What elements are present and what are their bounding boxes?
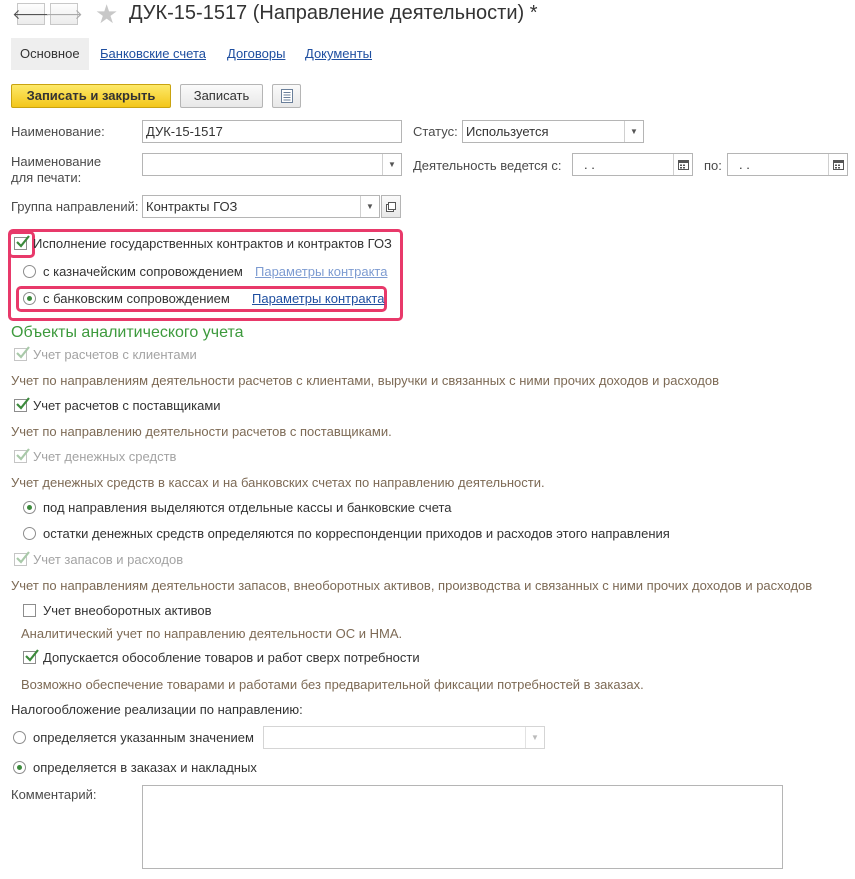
group-value: Контракты ГОЗ [146, 199, 238, 214]
tab-bank-accounts[interactable]: Банковские счета [100, 46, 207, 61]
date-from-value: . . [584, 157, 595, 172]
goz-checkbox-label: Исполнение государственных контрактов и контрактов ГОЗ [33, 236, 392, 251]
bank-label: с банковским сопровождением [43, 291, 230, 306]
cash-label: Учет денежных средств [33, 449, 177, 464]
treasury-label: с казначейским сопровождением [43, 264, 243, 279]
save-button[interactable]: Записать [180, 84, 263, 108]
date-from-input[interactable] [572, 153, 693, 176]
tax-title: Налогообложение реализации по направлению: [11, 702, 303, 717]
group-label: Группа направлений: [11, 199, 139, 214]
tax-value-select [263, 726, 545, 749]
dropdown-icon[interactable]: ▼ [624, 121, 643, 142]
name-input[interactable]: ДУК-15-1517 [142, 120, 402, 143]
print-name-input[interactable] [142, 153, 402, 176]
suppliers-desc: Учет по направлению деятельности расчетов с поставщиками. [11, 424, 392, 439]
comment-label: Комментарий: [11, 787, 97, 802]
noncurrent-assets-label: Учет внеоборотных активов [43, 603, 212, 618]
clients-desc: Учет по направлениям деятельности расчетов с клиентами, выручки и связанных с ними прочих доходов и расходов [11, 373, 720, 388]
group-select[interactable] [142, 195, 380, 218]
report-button[interactable] [272, 84, 301, 108]
print-name-label-2: для печати: [11, 170, 82, 185]
status-select[interactable] [462, 120, 644, 143]
calendar-icon[interactable] [673, 154, 692, 175]
dropdown-icon[interactable]: ▼ [382, 154, 401, 175]
tax-option-2-label: определяется в заказах и накладных [33, 760, 257, 775]
stock-checkbox [14, 553, 27, 566]
page-title: ДУК-15-1517 (Направление деятельности) * [129, 2, 538, 24]
bank-radio[interactable] [23, 292, 36, 305]
overneed-label: Допускается обособление товаров и работ сверх потребности [43, 650, 420, 665]
forward-button[interactable] [45, 3, 83, 25]
cash-option-1-radio[interactable] [23, 501, 36, 514]
dropdown-icon[interactable]: ▼ [360, 196, 379, 217]
open-group-button[interactable] [381, 195, 401, 218]
suppliers-label: Учет расчетов с поставщиками [33, 398, 221, 413]
overneed-desc: Возможно обеспечение товарами и работами без предварительной фиксации потребностей в заказах. [21, 677, 644, 692]
clients-checkbox [14, 348, 27, 361]
cash-checkbox [14, 450, 27, 463]
name-label: Наименование: [11, 124, 105, 139]
dropdown-icon: ▼ [525, 727, 544, 748]
calendar-icon[interactable] [828, 154, 847, 175]
date-to-value: . . [739, 157, 750, 172]
treasury-radio[interactable] [23, 265, 36, 278]
print-name-label-1: Наименование [11, 154, 102, 169]
tab-contracts[interactable]: Договоры [227, 46, 286, 61]
cash-option-2-radio[interactable] [23, 527, 36, 540]
treasury-contract-params-link[interactable]: Параметры контракта [255, 264, 388, 279]
stock-label: Учет запасов и расходов [33, 552, 184, 567]
status-label: Статус: [413, 124, 458, 139]
cash-desc: Учет денежных средств в кассах и на банковских счетах по направлению деятельности. [11, 475, 545, 490]
comment-textarea[interactable] [142, 785, 783, 869]
noncurrent-assets-checkbox[interactable] [23, 604, 36, 617]
tab-main[interactable]: Основное [11, 38, 89, 70]
tax-option-2-radio[interactable] [13, 761, 26, 774]
arrow-left-icon: 🡐 [12, 5, 50, 22]
bank-contract-params-link[interactable]: Параметры контракта [252, 291, 385, 306]
arrow-right-icon: 🡒 [45, 5, 83, 22]
tab-documents[interactable]: Документы [305, 46, 373, 61]
star-icon[interactable]: ★ [95, 0, 119, 29]
goz-checkbox[interactable] [14, 237, 27, 250]
document-list-icon [281, 89, 293, 103]
tax-option-1-label: определяется указанным значением [33, 730, 254, 745]
stock-desc: Учет по направлениям деятельности запасов, внеоборотных активов, производства и связанных с ними прочих доходов и расходов [11, 578, 813, 593]
noncurrent-assets-desc: Аналитический учет по направлению деятельности ОС и НМА. [21, 626, 403, 641]
tax-option-1-radio[interactable] [13, 731, 26, 744]
save-and-close-button[interactable]: Записать и закрыть [11, 84, 171, 108]
cash-option-1-label: под направления выделяются отдельные кассы и банковские счета [43, 500, 452, 515]
overneed-checkbox[interactable] [23, 651, 36, 664]
cash-option-2-label: остатки денежных средств определяются по корреспонденции приходов и расходов этого направления [43, 526, 670, 541]
to-label: по: [704, 158, 722, 173]
back-button[interactable] [12, 3, 50, 25]
clients-label: Учет расчетов с клиентами [33, 347, 197, 362]
open-window-icon [386, 202, 396, 212]
analytics-section-title: Объекты аналитического учета [11, 324, 244, 341]
activity-from-label: Деятельность ведется с: [413, 158, 562, 173]
suppliers-checkbox[interactable] [14, 399, 27, 412]
date-to-input[interactable] [727, 153, 848, 176]
status-value: Используется [466, 124, 549, 139]
